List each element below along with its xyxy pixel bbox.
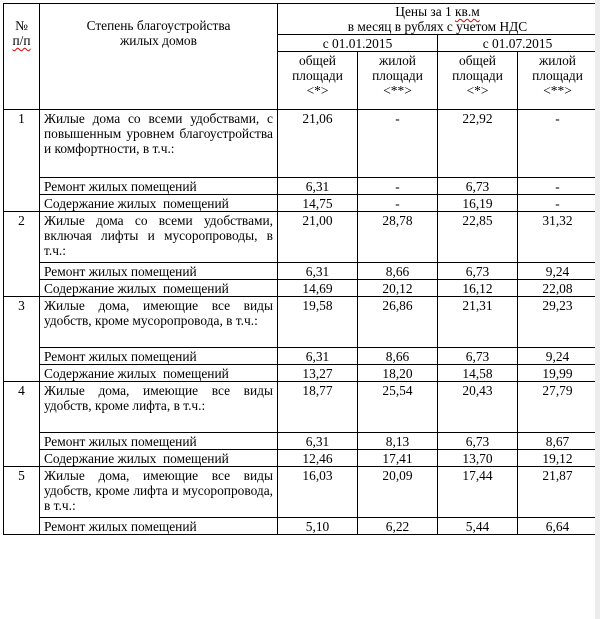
group-title-row (4, 110, 598, 178)
header-row-1 (4, 4, 598, 35)
header-degree-cell (40, 4, 278, 110)
price-value: 6,73 (438, 348, 518, 365)
sub-living-mark: <**> (383, 83, 412, 98)
sub-total-mark: <*> (466, 83, 489, 98)
price-value: 8,67 (518, 433, 598, 450)
price-value: 28,78 (358, 212, 438, 263)
header-period-2: с 01.07.2015 (438, 35, 598, 52)
group-title-row (4, 297, 598, 348)
price-value: 9,24 (518, 348, 598, 365)
price-value: 16,12 (438, 280, 518, 297)
group-title-row (4, 212, 598, 263)
header-degree-line1: Степень благоустройства (86, 18, 231, 33)
price-value: 25,54 (358, 382, 438, 433)
price-value: 19,12 (518, 450, 598, 467)
house-category: Жилые дома со всеми удобствами, с повышенным уровнем благоустройства и комфортности, в т.ч.: (40, 110, 278, 178)
maintenance-label: Содержание жилых помещений (40, 365, 278, 382)
maintenance-row (4, 365, 598, 382)
price-value: 20,09 (358, 467, 438, 518)
repair-row (4, 178, 598, 195)
price-value: 12,46 (278, 450, 358, 467)
price-value: 22,85 (438, 212, 518, 263)
price-value: 20,12 (358, 280, 438, 297)
sub-total-word1: общей (459, 53, 496, 68)
price-value: 6,31 (278, 348, 358, 365)
house-category: Жилые дома, имеющие все виды удобств, кроме мусоропровода, в т.ч.: (40, 297, 278, 348)
price-value: 21,31 (438, 297, 518, 348)
sub-total-word1: общей (299, 53, 336, 68)
group-title-row (4, 382, 598, 433)
header-price-line2: в месяц в рублях с учетом НДС (347, 19, 528, 34)
price-value: 9,24 (518, 263, 598, 280)
header-num-abbrev: п/п (12, 33, 31, 48)
price-value: 14,75 (278, 195, 358, 212)
price-value: 6,73 (438, 178, 518, 195)
price-value: 21,06 (278, 110, 358, 178)
maintenance-row (4, 450, 598, 467)
maintenance-label: Содержание жилых помещений (40, 280, 278, 297)
price-value: 22,08 (518, 280, 598, 297)
maintenance-row (4, 280, 598, 297)
price-value: 31,32 (518, 212, 598, 263)
repair-label: Ремонт жилых помещений (40, 178, 278, 195)
price-value: 17,41 (358, 450, 438, 467)
sub-total-word2: площади (452, 68, 503, 83)
price-value: 14,58 (438, 365, 518, 382)
tariff-table (3, 3, 598, 535)
price-value: 19,58 (278, 297, 358, 348)
price-value: - (518, 195, 598, 212)
header-period-1: с 01.01.2015 (278, 35, 438, 52)
price-value: 16,03 (278, 467, 358, 518)
sub-total-word2: площади (292, 68, 343, 83)
price-value: 5,10 (278, 518, 358, 535)
price-value: 6,31 (278, 178, 358, 195)
repair-label: Ремонт жилых помещений (40, 263, 278, 280)
price-value: - (358, 110, 438, 178)
header-num-symbol: № (15, 18, 28, 33)
price-value: - (518, 178, 598, 195)
group-title-row (4, 467, 598, 518)
price-value: 8,13 (358, 433, 438, 450)
sub-living-word2: площади (532, 68, 583, 83)
repair-row (4, 263, 598, 280)
header-degree-line2: жилых домов (120, 33, 197, 48)
house-category: Жилые дома, имеющие все виды удобств, кроме лифта, в т.ч.: (40, 382, 278, 433)
header-price-cell (278, 4, 598, 35)
price-value: 6,73 (438, 263, 518, 280)
price-value: 27,79 (518, 382, 598, 433)
price-value: 21,87 (518, 467, 598, 518)
maintenance-label: Содержание жилых помещений (40, 450, 278, 467)
header-living-area-2 (518, 52, 598, 110)
price-value: 8,66 (358, 263, 438, 280)
repair-label: Ремонт жилых помещений (40, 518, 278, 535)
row-number: 2 (4, 212, 40, 297)
repair-label: Ремонт жилых помещений (40, 348, 278, 365)
header-price-unit: кв.м (455, 4, 480, 19)
price-value: 6,31 (278, 433, 358, 450)
header-price-prefix: Цены за 1 (395, 4, 456, 19)
price-value: 8,66 (358, 348, 438, 365)
price-value: 22,92 (438, 110, 518, 178)
row-number: 1 (4, 110, 40, 212)
header-num-cell (4, 4, 40, 110)
price-value: 16,19 (438, 195, 518, 212)
repair-label: Ремонт жилых помещений (40, 433, 278, 450)
price-value: 6,64 (518, 518, 598, 535)
row-number: 5 (4, 467, 40, 535)
price-value: 21,00 (278, 212, 358, 263)
price-value: 5,44 (438, 518, 518, 535)
header-total-area-2 (438, 52, 518, 110)
price-value: 14,69 (278, 280, 358, 297)
header-total-area-1 (278, 52, 358, 110)
repair-row (4, 518, 598, 535)
sub-living-word1: жилой (539, 53, 576, 68)
row-number: 3 (4, 297, 40, 382)
price-value: 6,22 (358, 518, 438, 535)
price-value: 6,73 (438, 433, 518, 450)
repair-row (4, 348, 598, 365)
sub-living-mark: <**> (543, 83, 572, 98)
header-price-line1 (282, 4, 593, 19)
price-value: 20,43 (438, 382, 518, 433)
price-value: 26,86 (358, 297, 438, 348)
sub-total-mark: <*> (306, 83, 329, 98)
price-value: 18,77 (278, 382, 358, 433)
row-number: 4 (4, 382, 40, 467)
price-value: 13,70 (438, 450, 518, 467)
price-value: - (518, 110, 598, 178)
price-value: 29,23 (518, 297, 598, 348)
house-category: Жилые дома со всеми удобствами, включая лифты и мусоропроводы, в т.ч.: (40, 212, 278, 263)
sub-living-word2: площади (372, 68, 423, 83)
price-value: 19,99 (518, 365, 598, 382)
price-value: 17,44 (438, 467, 518, 518)
price-value: 13,27 (278, 365, 358, 382)
price-value: - (358, 178, 438, 195)
repair-row (4, 433, 598, 450)
page-edge (595, 0, 600, 619)
house-category: Жилые дома, имеющие все виды удобств, кроме лифта и мусоропровода, в т.ч.: (40, 467, 278, 518)
sub-living-word1: жилой (379, 53, 416, 68)
price-value: - (358, 195, 438, 212)
price-value: 18,20 (358, 365, 438, 382)
maintenance-label: Содержание жилых помещений (40, 195, 278, 212)
price-value: 6,31 (278, 263, 358, 280)
maintenance-row (4, 195, 598, 212)
header-living-area-1 (358, 52, 438, 110)
